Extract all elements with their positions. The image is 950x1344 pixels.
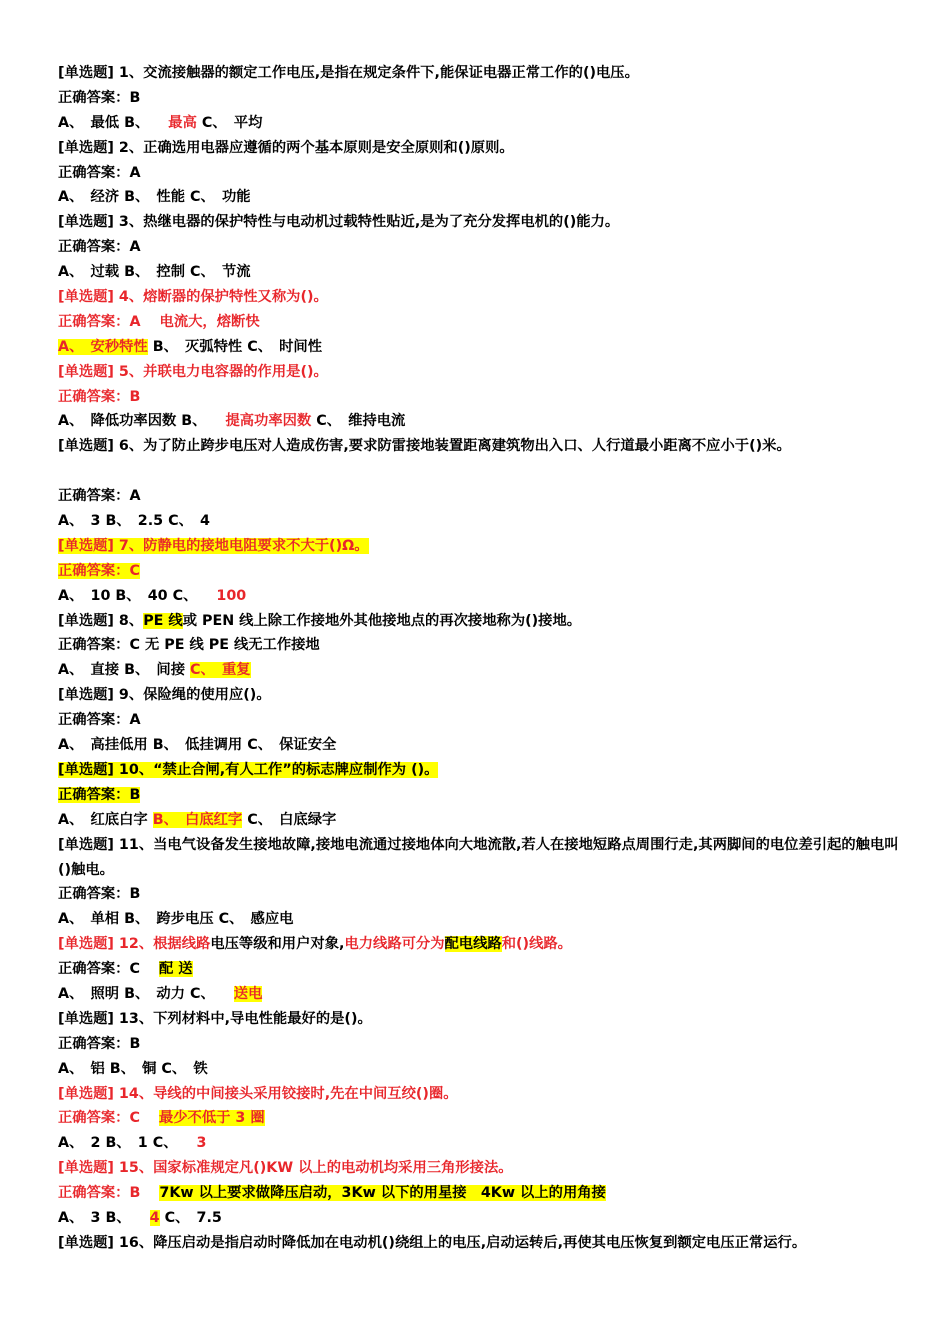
- option-b: B、 白底红字: [152, 811, 243, 828]
- option-c: C、 保证安全: [247, 737, 337, 754]
- option-c-label: C、: [190, 985, 215, 1002]
- question-highlight: PE 线: [143, 612, 183, 629]
- answer-11: 正确答案：B: [58, 886, 141, 903]
- answer-4: [58, 310, 908, 335]
- question-9: [单选题] 9、保险绳的使用应()。: [58, 687, 271, 704]
- option-a: A、 3: [58, 1210, 101, 1226]
- option-c: C、 维持电流: [316, 413, 406, 430]
- option-a: A、 直接: [58, 662, 120, 679]
- options-2: [58, 185, 908, 210]
- option-c: C、 感应电: [218, 911, 294, 928]
- question-part-5: 和()线路。: [501, 936, 572, 953]
- question-part-4: 配电线路: [444, 936, 502, 953]
- options-4: [58, 335, 908, 360]
- option-a: A、 照明: [58, 985, 120, 1002]
- option-a: A、 单相: [58, 911, 120, 928]
- option-a: A、 3: [58, 513, 101, 530]
- option-b: B、 铜: [109, 1060, 157, 1077]
- answer-14: [58, 1106, 908, 1131]
- answer-9: 正确答案：A: [58, 712, 141, 729]
- question-prefix: [单选题] 8、: [58, 612, 144, 629]
- option-c: C、 平均: [201, 114, 263, 131]
- option-c: C、 功能: [190, 189, 251, 206]
- option-b: B、 40: [115, 587, 168, 604]
- answer-2: 正确答案：A: [58, 164, 141, 181]
- option-c: C、 时间性: [247, 338, 323, 355]
- answer-7: 正确答案：C: [58, 562, 140, 579]
- option-c: C、 7.5: [164, 1210, 222, 1226]
- option-c: C、 铁: [161, 1060, 208, 1077]
- option-c: 100: [216, 587, 247, 604]
- question-10: [单选题] 10、“禁止合闸,有人工作”的标志牌应制作为 ()。: [58, 761, 439, 778]
- answer-6: 正确答案：A: [58, 488, 141, 505]
- question-8: [58, 609, 908, 634]
- option-b: 提高功率因数: [225, 413, 312, 430]
- option-b: B、 灭弧特性: [152, 338, 243, 355]
- option-b: B、 跨步电压: [124, 911, 214, 928]
- option-c: C、 白底绿字: [247, 811, 337, 828]
- option-b: B、 控制: [124, 264, 186, 281]
- question-1: [单选题] 1、交流接触器的额定工作电压,是指在规定条件下,能保证电器正常工作的()电压。: [58, 65, 639, 81]
- option-a: A、 降低功率因数: [58, 413, 177, 430]
- answer-text: 正确答案：C: [58, 961, 140, 978]
- question-4: [单选题] 4、熔断器的保护特性又称为()。: [58, 289, 328, 306]
- options-11: [58, 907, 908, 932]
- document-body: [58, 61, 908, 1256]
- answer-note: 最少不低于 3 圈: [158, 1110, 265, 1127]
- option-c-label: C、: [172, 587, 198, 604]
- options-9: [58, 733, 908, 758]
- question-13: [单选题] 13、下列材料中,导电性能最好的是()。: [58, 1010, 372, 1027]
- answer-note: 7Kw 以上要求做降压启动，3Kw 以下的用星接 4Kw 以上的用角接: [159, 1185, 606, 1202]
- answer-15: [58, 1181, 908, 1206]
- option-a: A、 高挂低用: [58, 737, 148, 754]
- question-3: [单选题] 3、热继电器的保护特性与电动机过载特性贴近,是为了充分发挥电机的()能力。: [58, 214, 620, 231]
- answer-5: 正确答案：B: [58, 388, 141, 405]
- question-5: [单选题] 5、并联电力电容器的作用是()。: [58, 363, 328, 380]
- answer-text: 正确答案：B: [58, 1185, 141, 1202]
- question-14: [单选题] 14、导线的中间接头采用铰接时,先在中间互绞()圈。: [58, 1085, 458, 1102]
- option-b-label: B、: [105, 1210, 131, 1226]
- question-suffix: 或 PEN 线上除工作接地外其他接地点的再次接地称为()接地。: [182, 612, 582, 629]
- option-a: A、 10: [58, 587, 111, 604]
- option-c: 3: [196, 1135, 207, 1152]
- question-part-1: [单选题] 12、根据线路: [58, 936, 211, 953]
- option-b: B、 性能: [124, 189, 186, 206]
- answer-note: 电流大，熔断快: [159, 313, 260, 330]
- options-10: [58, 808, 908, 833]
- answer-1: 正确答案：B: [58, 89, 141, 106]
- question-6: [单选题] 6、为了防止跨步电压对人造成伤害,要求防雷接地装置距离建筑物出入口、人行道最小距离不应小于()米。: [58, 438, 791, 455]
- options-13: [58, 1057, 908, 1082]
- answer-7-row: [58, 559, 908, 584]
- blank-line: [58, 459, 908, 484]
- option-c: 送电: [233, 985, 263, 1002]
- question-16: [单选题] 16、降压启动是指启动时降低加在电动机()绕组上的电压,启动运转后,再使其电压恢复到额定电压正常运行。: [58, 1234, 807, 1251]
- question-part-3: 电力线路可分为: [344, 936, 445, 953]
- option-b: 最高: [168, 114, 197, 131]
- option-a: A、 经济: [58, 189, 120, 206]
- options-14: [58, 1131, 908, 1156]
- option-b-label: B、: [181, 413, 207, 430]
- option-b: B、 间接: [124, 662, 186, 679]
- option-b: B、 1: [105, 1135, 148, 1152]
- question-7-row: [58, 534, 908, 559]
- question-7: [单选题] 7、防静电的接地电阻要求不大于()Ω。: [58, 537, 369, 554]
- option-c: C、 4: [168, 513, 210, 530]
- option-a: A、 红底白字: [58, 811, 148, 828]
- answer-3: 正确答案：A: [58, 239, 141, 256]
- answer-text: 正确答案：C: [58, 1110, 140, 1127]
- option-b: B、 低挂调用: [152, 737, 243, 754]
- question-12: [58, 932, 908, 957]
- option-b: B、 动力: [124, 985, 186, 1002]
- option-c: C、 重复: [190, 662, 251, 679]
- option-c-label: C、: [152, 1135, 178, 1152]
- answer-12: [58, 957, 908, 982]
- options-6: [58, 509, 908, 534]
- question-part-2: 电压等级和用户对象,: [210, 936, 345, 953]
- option-b-label: B、: [124, 114, 150, 131]
- answer-note: 配 送: [158, 961, 193, 978]
- option-a: A、 铝: [58, 1060, 105, 1077]
- options-12: [58, 982, 908, 1007]
- question-15: [单选题] 15、国家标准规定凡()KW 以上的电动机均采用三角形接法。: [58, 1160, 513, 1177]
- option-c: C、 节流: [190, 264, 251, 281]
- question-11: [单选题] 11、当电气设备发生接地故障,接地电流通过接地体向大地流散,若人在接地短路点周围行走,其两脚间的电位差引起的触电叫()触电。: [58, 836, 899, 878]
- options-3: [58, 260, 908, 285]
- options-15: [58, 1206, 908, 1231]
- option-b: B、 2.5: [105, 513, 164, 530]
- option-a: A、 最低: [58, 114, 120, 131]
- answer-text: 正确答案：A: [58, 313, 141, 330]
- options-7: [58, 584, 908, 609]
- question-2: [单选题] 2、正确选用电器应遵循的两个基本原则是安全原则和()原则。: [58, 139, 514, 156]
- question-10-row: [58, 758, 908, 783]
- option-a: A、 安秒特性: [58, 338, 148, 355]
- options-8: [58, 658, 908, 683]
- options-5: [58, 409, 908, 434]
- option-a: A、 2: [58, 1135, 101, 1152]
- answer-10-row: [58, 783, 908, 808]
- answer-13: 正确答案：B: [58, 1035, 141, 1052]
- options-1: [58, 111, 908, 136]
- answer-10: 正确答案：B: [58, 786, 141, 803]
- option-a: A、 过载: [58, 264, 120, 281]
- option-b: 4: [149, 1210, 160, 1226]
- answer-8: 正确答案：C 无 PE 线 PE 线无工作接地: [58, 637, 320, 654]
